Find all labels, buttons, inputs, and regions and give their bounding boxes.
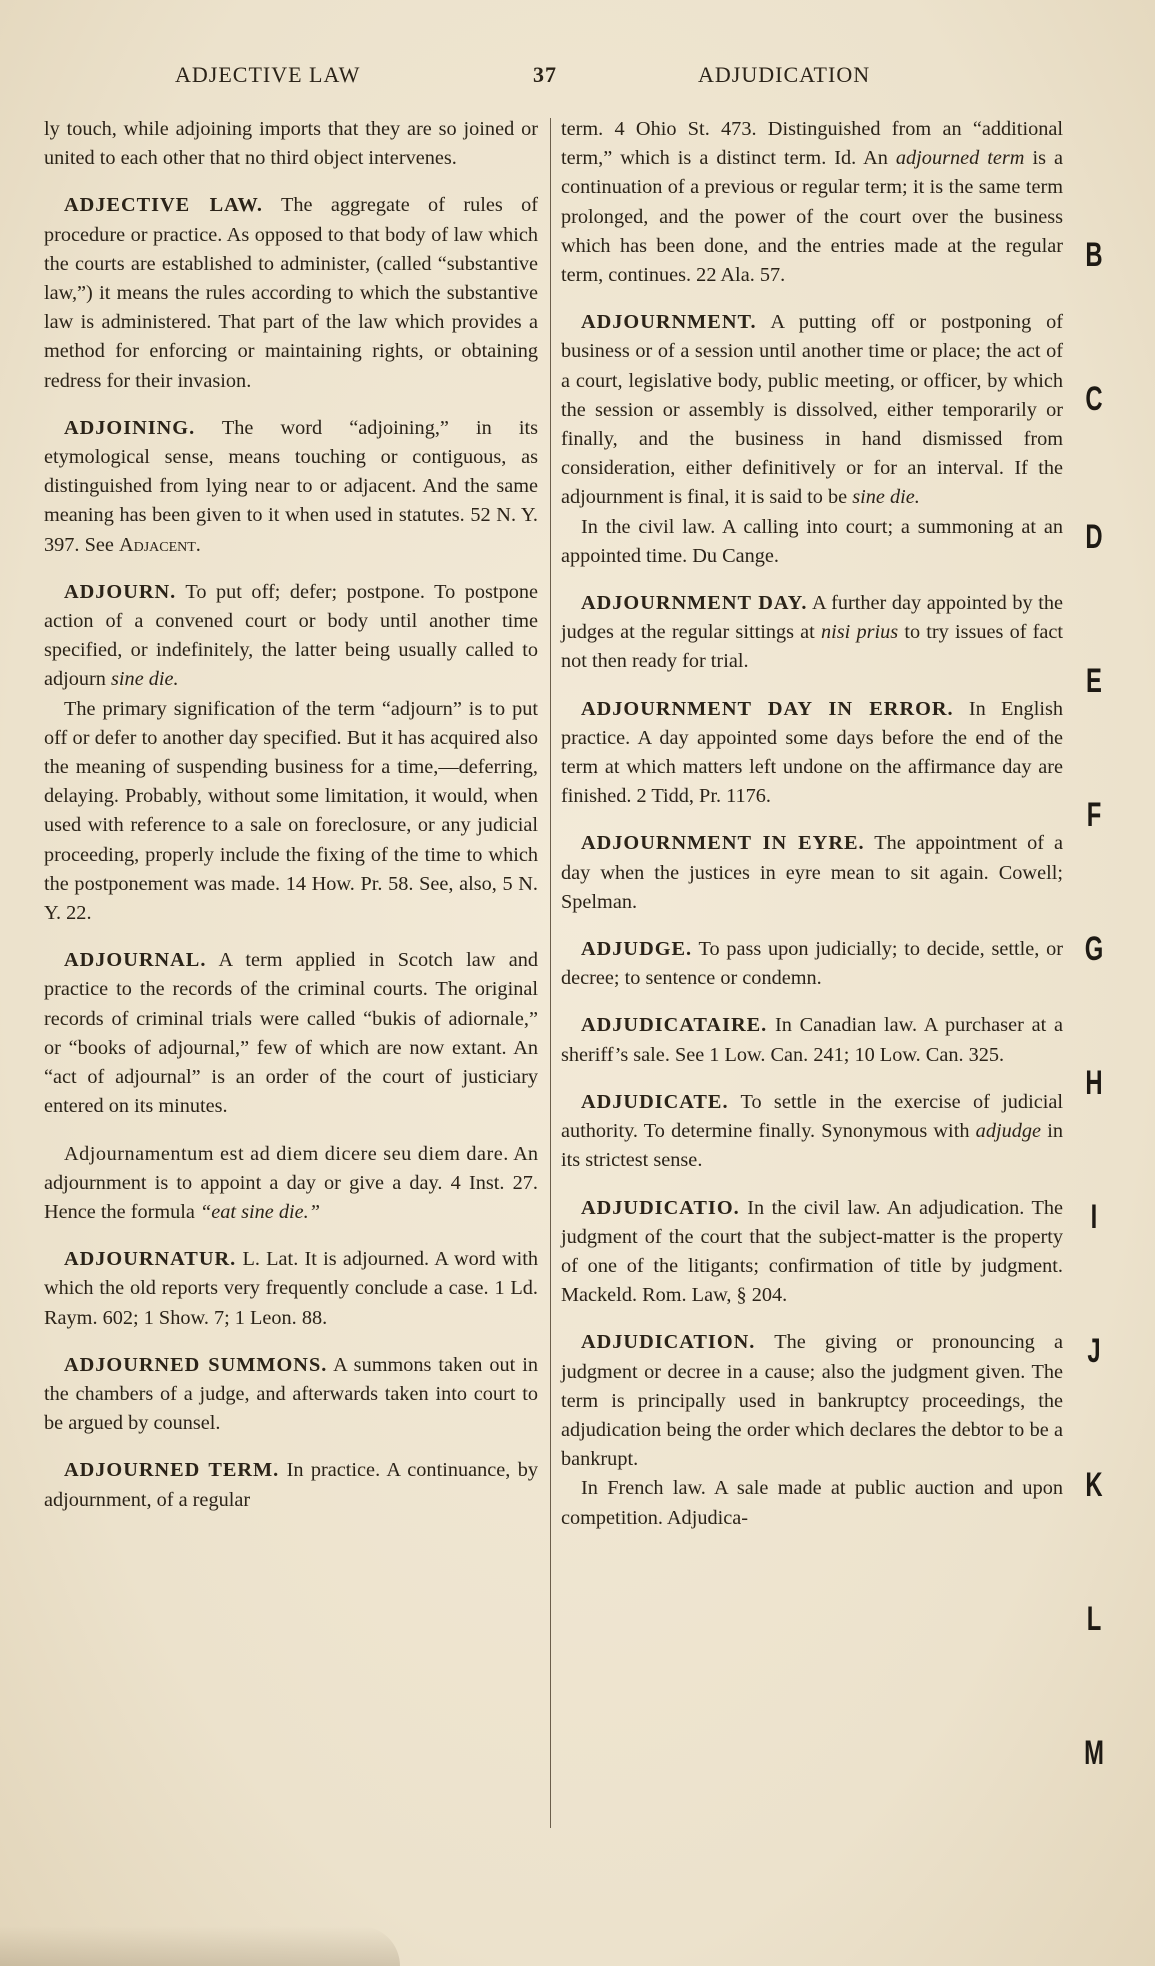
column-divider [550, 118, 551, 1828]
entry-headword: ADJOURNMENT DAY. [581, 592, 808, 615]
entry-text: In Canadian law. A purchaser at a sheriff’s sale. See 1 Low. Can. 241; 10 Low. Can. 325. [561, 1014, 1063, 1066]
running-header [0, 62, 1155, 92]
entry-headword: ADJUDICATION. [581, 1331, 756, 1354]
entry-maxim [44, 1140, 538, 1228]
entry-headword: ADJOURNMENT IN EYRE. [581, 832, 865, 855]
header-left-guideword: ADJECTIVE LAW [175, 62, 361, 87]
thumb-tab-m[interactable]: M [1084, 1734, 1104, 1772]
thumb-tab-h[interactable]: H [1085, 1064, 1103, 1102]
entry-italic: “eat sine die.” [200, 1200, 320, 1223]
entry-headword: ADJUDICATE. [581, 1090, 729, 1113]
entry-headword: ADJUDGE. [581, 938, 693, 961]
entry-text: In English practice. A day appointed some days before the end of the term at which matters left undone on the affirmance day are finished. 2 Tidd, Pr. 1176. [561, 697, 1063, 808]
entry-continued [44, 115, 538, 173]
entry-headword: ADJOURNMENT. [581, 311, 757, 334]
entry-text: The aggregate of rules of procedure or practice. As opposed to that body of law which the courts are established to administer, (called “substantive law,”) it means the rules according to which the substantive law is administered. That part of the law which provides a method for enforcing or maintaining rights, or obtaining redress for their invasion. [44, 194, 538, 392]
entry-headword: ADJOURNAL. [64, 949, 207, 972]
entry-adjoining [44, 414, 538, 560]
entry-italic: nisi prius [821, 621, 899, 644]
entry-italic: adjourned term [895, 147, 1025, 170]
entry-adjourned-summons [44, 1351, 538, 1439]
entry-text: In the civil law. An adjudication. The judgment of the court that the subject-matter is the property of one of the litigants; confirmation of title by judgment. Mackeld. Rom. Law, § 204. [561, 1196, 1064, 1307]
thumb-tab-d[interactable]: D [1085, 518, 1103, 556]
entry-text: A further day appointed by the judges at the regular sittings at [561, 592, 1063, 644]
entry-text: in its strictest sense. [561, 1120, 1063, 1172]
entry-text: To settle in the exercise of judicial authority. To determine finally. Synonymous with [561, 1090, 1063, 1143]
entry-headword: ADJOINING. [64, 416, 196, 439]
entry-text: In French law. A sale made at public auction and upon competition. Adjudica- [561, 1477, 1063, 1529]
entry-adjournment-day [561, 589, 1063, 677]
header-right-guideword: ADJUDICATION [698, 62, 871, 87]
entry-adjective-law [44, 191, 538, 395]
entry-headword: ADJECTIVE LAW. [64, 194, 263, 217]
entry-italic: sine die. [111, 668, 179, 691]
entry-text: In the civil law. A calling into court; a summoning at an appointed time. Du Cange. [561, 515, 1063, 567]
entry-text: In practice. A continuance, by adjournment, of a regular [44, 1459, 538, 1511]
thumb-tab-k[interactable]: K [1085, 1466, 1103, 1504]
entry-text: term. 4 Ohio St. 473. Distinguished from an “additional term,” which is a distinct term. Id. An [561, 118, 1063, 170]
entry-adjournment-day-in-error [561, 695, 1063, 812]
entry-text: is a continuation of a previous or regular term; it is the same term prolonged, and the power of the court over the business which has been done, and the entries made at the regular term, continues. 22 Ala. 57. [561, 147, 1063, 287]
entry-text: The primary signification of the term “adjourn” is to put off or defer to another day specified. But it has acquired also the meaning of suspending business for a time,—deferring, delaying. Probably, without some limitation, it would, when used with reference to a sale on foreclosure, or any judicial proceeding, properly include the fixing of the time to which the postponement was made. 14 How. Pr. 58. See, also, 5 N. Y. 22. [44, 697, 538, 925]
page-edge-shadow [0, 1926, 400, 1966]
entry-text: An adjournment is to appoint a day or give a day. 4 Inst. 27. Hence the formula [44, 1142, 538, 1223]
entry-text: The word “adjoining,” in its etymological sense, means touching or contiguous, as distinguished from lying near to or adjacent. And the same meaning has been given to it when used in statutes. 52 N. Y. 397. See [44, 416, 538, 556]
entry-adjudge [561, 935, 1063, 993]
thumb-tab-b[interactable]: B [1085, 236, 1103, 274]
entry-adjourned-term [44, 1456, 538, 1514]
cross-reference: Adjacent. [118, 533, 201, 556]
entry-text: To pass upon judicially; to decide, settle, or decree; to sentence or condemn. [561, 938, 1063, 990]
entry-italic: sine die. [852, 486, 920, 509]
entry-text: A term applied in Scotch law and practice to the records of the criminal courts. The original records of criminal trials were called “bukis of adiornale,” or “books of adjournal,” few of which are now extant. An “act of adjournal” is an order of the court of justiciary entered on its minutes. [44, 949, 538, 1118]
entry-text: A summons taken out in the chambers of a judge, and afterwards taken into court to be argued by counsel. [44, 1353, 539, 1435]
entry-text: The appointment of a day when the justices in eyre mean to sit again. Cowell; Spelman. [561, 832, 1063, 913]
entry-headword: ADJOURN. [64, 580, 177, 603]
entry-adjudicatio [561, 1194, 1063, 1311]
entry-adjournment-in-eyre [561, 829, 1063, 917]
entry-headword: ADJOURNED TERM. [64, 1459, 280, 1482]
entry-adjournal [44, 946, 538, 1121]
entry-adjourn [44, 578, 538, 928]
thumb-tab-l[interactable]: L [1086, 1600, 1102, 1638]
entry-text: A putting off or postponing of business or of a session until another time or place; the act of a court, legislative body, public meeting, or officer, by which the session or assembly is dissolved, either temporarily or finally, and the business in hand dismissed from consideration, either definitively or for an interval. If the adjournment is final, it is said to be [561, 311, 1063, 509]
entry-text: To put off; defer; postpone. To postpone action of a convened court or body until another time specified, or indefinitely, the latter being usually called to adjourn [44, 580, 538, 691]
entry-headword: ADJUDICATAIRE. [581, 1014, 768, 1037]
thumb-tab-i[interactable]: I [1090, 1198, 1098, 1236]
entry-adjournment [561, 308, 1063, 571]
thumb-tab-f[interactable]: F [1086, 796, 1102, 834]
thumb-tab-g[interactable]: G [1084, 930, 1104, 968]
entry-adjudication [561, 1328, 1063, 1532]
thumb-tab-j[interactable]: J [1087, 1332, 1101, 1370]
thumb-index [1074, 0, 1124, 1966]
entry-adjudicate [561, 1088, 1063, 1176]
entry-text: The giving or pronouncing a judgment or decree in a cause; also the judgment given. The term is principally used in bankruptcy proceedings, the adjudication being the order which declares the debtor to be a bankrupt. [561, 1331, 1063, 1471]
entry-italic: adjudge [975, 1120, 1042, 1143]
entry-text: ly touch, while adjoining imports that they are so joined or united to each other that no third object intervenes. [44, 118, 538, 170]
right-column [561, 115, 1063, 1551]
entry-adjourned-term-cont [561, 115, 1063, 290]
thumb-tab-e[interactable]: E [1086, 662, 1102, 700]
thumb-tab-c[interactable]: C [1085, 380, 1103, 418]
entry-headword: ADJOURNATUR. [64, 1248, 237, 1271]
entry-text: to try issues of fact not then ready for trial. [561, 621, 1064, 673]
entry-adjournatur [44, 1245, 538, 1333]
entry-headword: ADJOURNMENT DAY IN ERROR. [581, 697, 954, 720]
entry-adjudicataire [561, 1011, 1063, 1069]
entry-headword: ADJUDICATIO. [581, 1196, 740, 1219]
entry-headword: ADJOURNED SUMMONS. [64, 1353, 328, 1376]
page-number: 37 [533, 62, 557, 87]
left-column [44, 115, 538, 1533]
entry-text: L. Lat. It is adjourned. A word with which the old reports very frequently conclude a case. 1 Ld. Raym. 602; 1 Show. 7; 1 Leon. 88. [44, 1248, 538, 1329]
entry-headword: Adjournamentum est ad diem dicere seu diem dare. [64, 1142, 509, 1165]
